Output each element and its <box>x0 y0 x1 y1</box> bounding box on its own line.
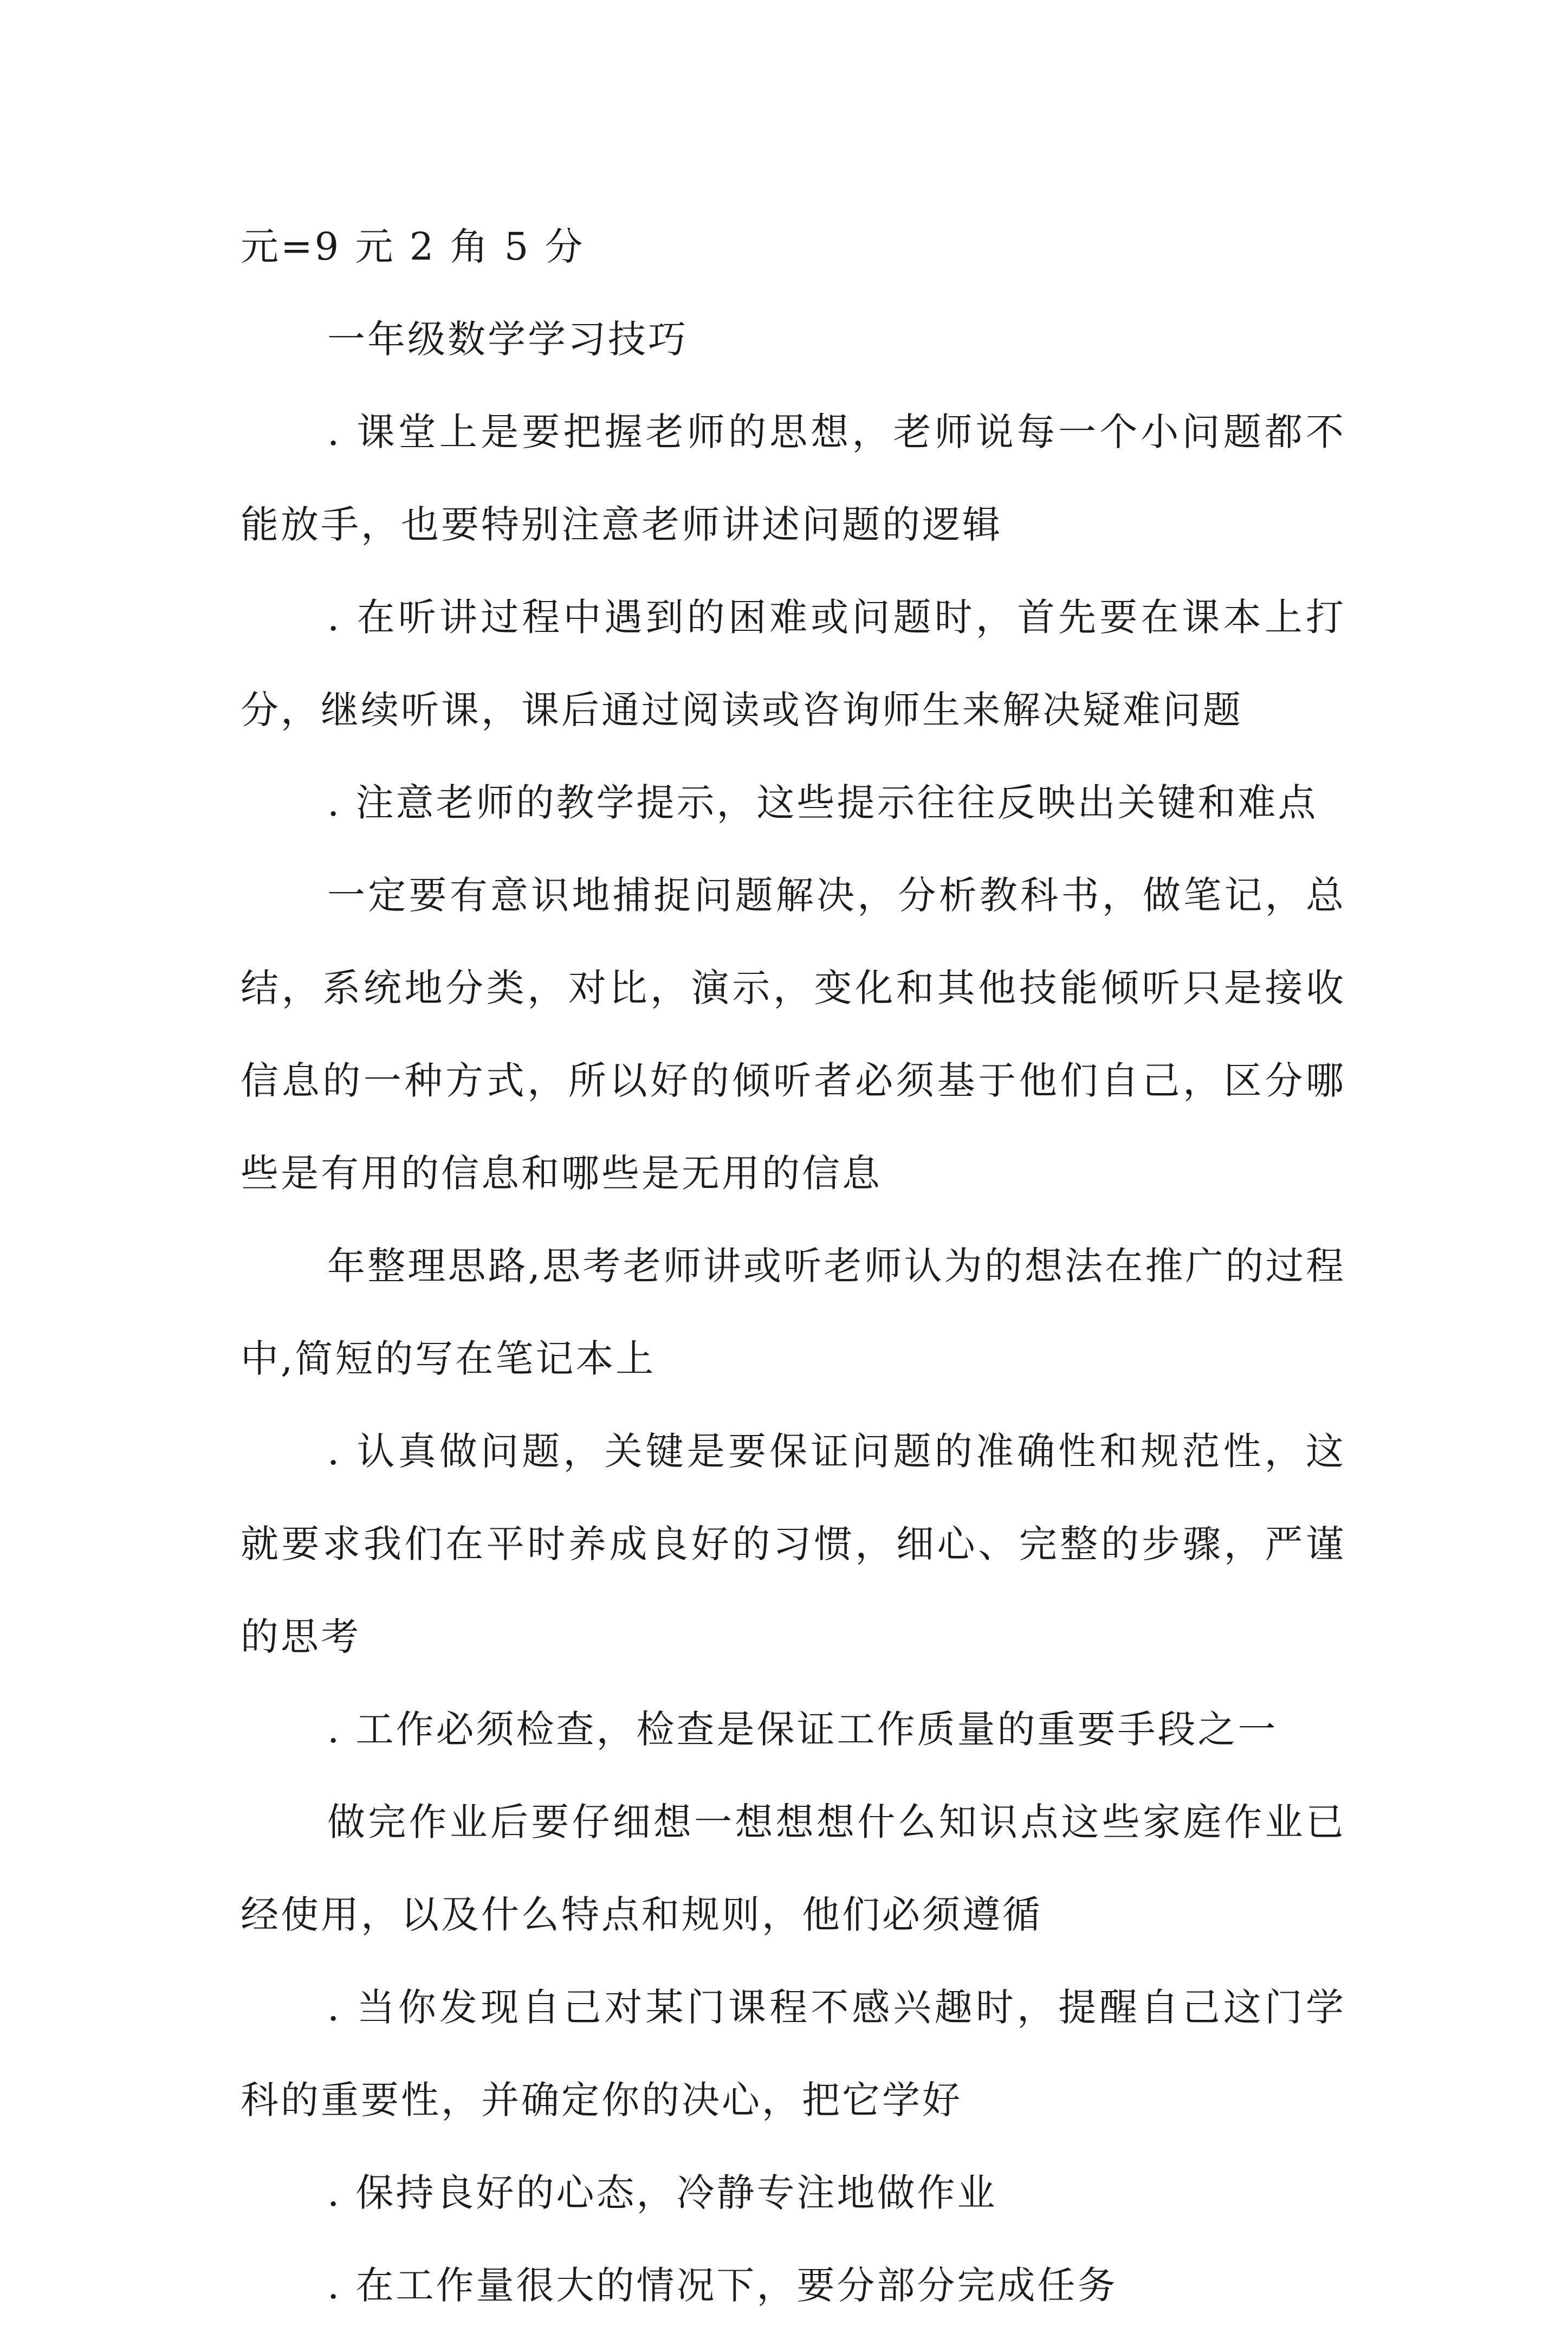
paragraph-tip-note-taking: 一定要有意识地捕捉问题解决，分析教科书，做笔记，总结，系统地分类，对比，演示，变化和其他技能倾听只是接收信息的一种方式，所以好的倾听者必须基于他们自己，区分哪些是有用的信息和哪些是无用的信息 <box>241 873 1346 1196</box>
paragraph-tip-difficulties: . 在听讲过程中遇到的困难或问题时，首先要在课本上打分，继续听课，课后通过阅读或咨询师生来解决疑难问题 <box>241 595 1346 732</box>
paragraph-tip-organize-thoughts: 年整理思路,思考老师讲或听老师认为的想法在推广的过程中,简短的写在笔记本上 <box>241 1244 1346 1381</box>
paragraph-tip-class-focus: . 课堂上是要把握老师的思想，老师说每一个小问题都不能放手，也要特别注意老师讲述问题的逻辑 <box>241 410 1346 547</box>
paragraph-tip-careful-work: . 认真做问题，关键是要保证问题的准确性和规范性，这就要求我们在平时养成良好的习惯，细心、完整的步骤，严谨的思考 <box>241 1429 1346 1659</box>
paragraph-tip-interest: . 当你发现自己对某门课程不感兴趣时，提醒自己这门学科的重要性，并确定你的决心，把它学好 <box>241 1985 1346 2122</box>
paragraph-tip-mindset: . 保持良好的心态，冷静专注地做作业 <box>327 2170 997 2215</box>
paragraph-price-result: 元=9 元 2 角 5 分 <box>241 224 585 269</box>
paragraph-tip-check-work: . 工作必须检查，检查是保证工作质量的重要手段之一 <box>327 1707 1278 1752</box>
paragraph-tip-teacher-hints: . 注意老师的教学提示，这些提示往往反映出关键和难点 <box>327 780 1318 825</box>
section-heading-math-tips: 一年级数学学习技巧 <box>327 317 688 361</box>
paragraph-tip-review-homework: 做完作业后要仔细想一想想想什么知识点这些家庭作业已经使用，以及什么特点和规则，他们必须遵循 <box>241 1800 1346 1937</box>
document-body <box>241 201 1346 2332</box>
paragraph-tip-workload: . 在工作量很大的情况下，要分部分完成任务 <box>327 2263 1118 2308</box>
